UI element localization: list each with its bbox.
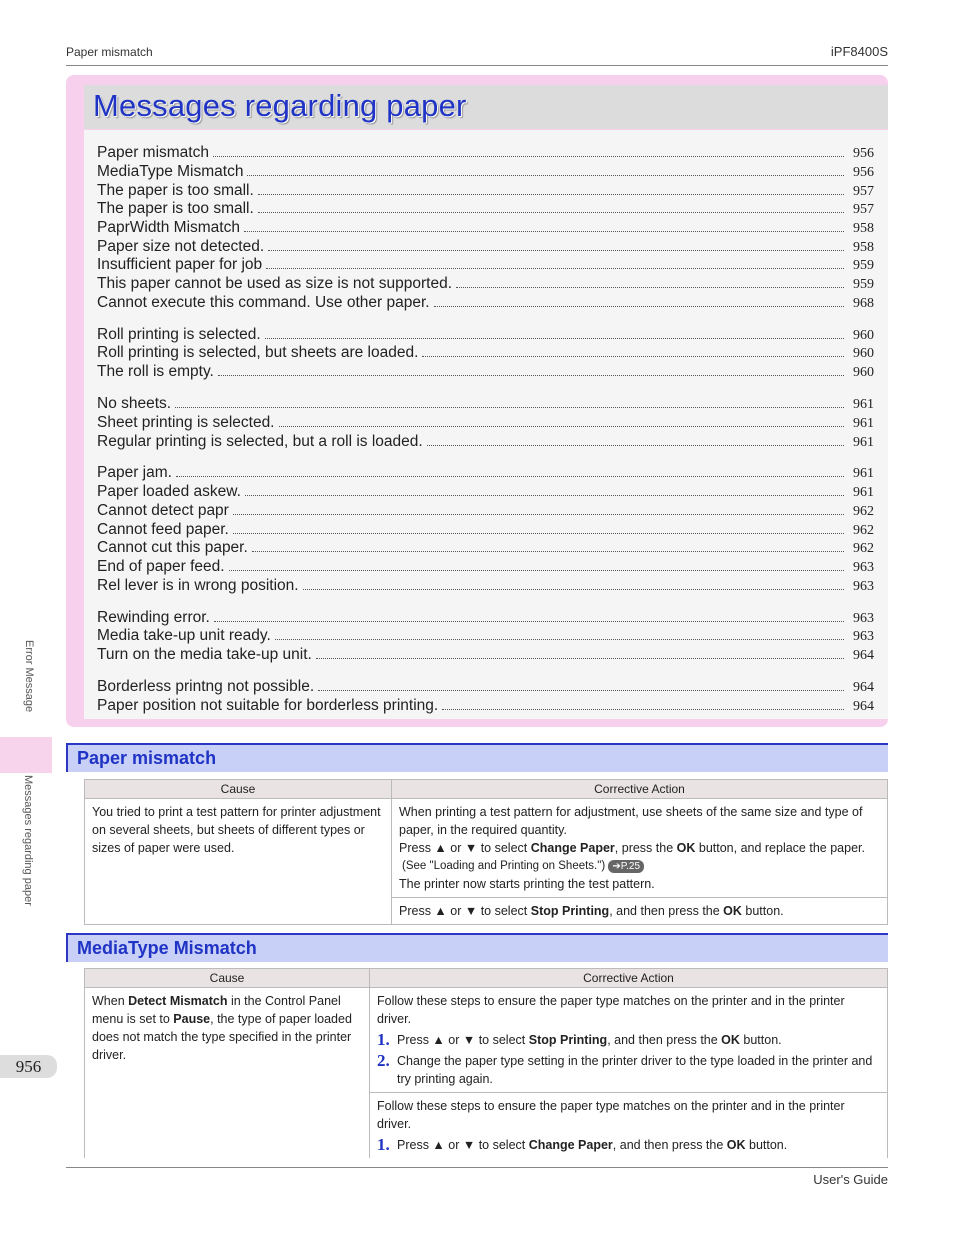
toc-entry-page: 961 — [853, 416, 874, 431]
toc-leader-dots — [316, 658, 844, 659]
step-text: Change the paper type setting in the printer driver to the type loaded in the printer and try printing again. — [397, 1054, 873, 1086]
toc-leader-dots — [214, 621, 844, 622]
paper-mismatch-table — [84, 779, 888, 925]
toc-entry[interactable] — [97, 199, 874, 218]
see-also: (See "Loading and Printing on Sheets.") ➔P.25 — [399, 857, 880, 875]
action-text: Press ▲ or ▼ to select Stop Printing, and then press the OK button. — [399, 904, 784, 918]
action-cell — [392, 898, 888, 925]
toc-entry-page: 963 — [853, 560, 874, 575]
toc-entry-page: 960 — [853, 365, 874, 380]
action-cell — [370, 988, 888, 1093]
column-header-cause: Cause — [85, 969, 370, 988]
toc-entry-label: This paper cannot be used as size is not supported. — [97, 275, 452, 292]
action-cell — [392, 799, 888, 898]
action-cell — [370, 1093, 888, 1159]
toc-entry[interactable] — [97, 394, 874, 413]
toc-entry-label: Regular printing is selected, but a roll is loaded. — [97, 433, 423, 450]
toc-leader-dots — [275, 639, 844, 640]
toc-leader-dots — [245, 495, 844, 496]
toc-leader-dots — [456, 287, 844, 288]
toc-entry-page: 963 — [853, 629, 874, 644]
action-text: The printer now starts printing the test pattern. — [399, 877, 655, 891]
toc-leader-dots — [213, 156, 844, 157]
toc-entry-label: Roll printing is selected. — [97, 326, 261, 343]
toc-leader-dots — [268, 250, 844, 251]
toc-entry-label: Paper mismatch — [97, 144, 209, 161]
toc-entry-page: 964 — [853, 648, 874, 663]
toc-entry-label: Paper size not detected. — [97, 238, 265, 255]
step-2 — [377, 1052, 880, 1088]
toc-entry[interactable] — [97, 696, 874, 715]
step-number: 1. — [377, 1030, 390, 1049]
toc-entry-label: Turn on the media take-up unit. — [97, 646, 312, 663]
toc-leader-dots — [258, 212, 844, 213]
running-header-section: Paper mismatch — [66, 45, 153, 59]
toc-entry-label: PaprWidth Mismatch — [97, 219, 240, 236]
toc-entry-page: 962 — [853, 541, 874, 556]
toc-entry[interactable] — [97, 645, 874, 664]
toc-entry[interactable] — [97, 343, 874, 362]
toc-entry[interactable] — [97, 432, 874, 451]
toc-leader-dots — [434, 306, 844, 307]
toc-entry-label: Rewinding error. — [97, 609, 210, 626]
toc-entry-page: 957 — [853, 184, 874, 199]
toc-entry-page: 963 — [853, 611, 874, 626]
toc-entry[interactable] — [97, 520, 874, 539]
toc-leader-dots — [175, 407, 844, 408]
step-1: 1. Press ▲ or ▼ to select Change Paper, and then press the OK button. — [377, 1135, 788, 1154]
toc-entry-label: Sheet printing is selected. — [97, 414, 275, 431]
toc-entry-page: 959 — [853, 258, 874, 273]
toc-entry-label: Cannot feed paper. — [97, 521, 229, 538]
column-header-action: Corrective Action — [370, 969, 888, 988]
toc-entry[interactable] — [97, 255, 874, 274]
toc-leader-dots — [258, 194, 844, 195]
step-number: 1. — [377, 1135, 390, 1154]
toc-entry-label: The roll is empty. — [97, 363, 214, 380]
toc-leader-dots — [266, 268, 844, 269]
toc-entry[interactable] — [97, 557, 874, 576]
toc-entry-page: 956 — [853, 165, 874, 180]
toc-leader-dots — [244, 231, 844, 232]
toc-entry-page: 960 — [853, 346, 874, 361]
action-text: Follow these steps to ensure the paper type matches on the printer and in the printer driver. — [377, 1099, 845, 1131]
toc-leader-dots — [279, 426, 845, 427]
section-heading-mediatype-mismatch — [66, 933, 888, 962]
toc-entry-label: Cannot cut this paper. — [97, 539, 248, 556]
cause-cell: You tried to print a test pattern for printer adjustment on several sheets, but sheets of different types or sizes of paper were used. — [85, 799, 392, 925]
toc-entry[interactable] — [97, 538, 874, 557]
toc-entry-page: 958 — [853, 240, 874, 255]
toc-entry-page: 957 — [853, 202, 874, 217]
toc-entry[interactable] — [97, 274, 874, 293]
side-tab-marker — [0, 737, 52, 773]
toc-entry-label: Insufficient paper for job — [97, 256, 263, 273]
cause-cell: When Detect Mismatch in the Control Panel menu is set to Pause, the type of paper loaded does not match the type specified in the printer driver. — [85, 988, 370, 1159]
toc-leader-dots — [265, 338, 844, 339]
step-1: 1. Press ▲ or ▼ to select Stop Printing, and then press the OK button. — [377, 1030, 782, 1049]
toc-leader-dots — [229, 570, 844, 571]
toc-leader-dots — [427, 445, 844, 446]
section-heading-text: MediaType Mismatch — [77, 938, 257, 958]
toc-entry-page: 959 — [853, 277, 874, 292]
toc-entry-page: 968 — [853, 296, 874, 311]
toc-leader-dots — [233, 533, 844, 534]
toc-entry[interactable] — [97, 218, 874, 237]
toc-entry-label: Cannot execute this command. Use other paper. — [97, 294, 430, 311]
toc-entry[interactable] — [97, 143, 874, 162]
toc-leader-dots — [218, 375, 844, 376]
toc-entry-label: The paper is too small. — [97, 200, 254, 217]
toc-entry-label: Paper position not suitable for borderless printing. — [97, 697, 439, 714]
column-header-action: Corrective Action — [392, 780, 888, 799]
action-text: Press ▲ or ▼ to select Change Paper, press the OK button, and replace the paper. — [399, 841, 865, 855]
action-text: Follow these steps to ensure the paper type matches on the printer and in the printer driver. — [377, 994, 845, 1026]
toc-entry-page: 963 — [853, 579, 874, 594]
toc-entry-page: 962 — [853, 504, 874, 519]
toc-entry[interactable] — [97, 293, 874, 312]
toc-entry[interactable] — [97, 237, 874, 256]
toc-entry[interactable] — [97, 482, 874, 501]
footer-title: User's Guide — [813, 1172, 888, 1187]
toc-entry-page: 961 — [853, 466, 874, 481]
toc-entry-page: 961 — [853, 485, 874, 500]
toc-entry-page: 964 — [853, 680, 874, 695]
mediatype-mismatch-table — [84, 968, 888, 1158]
toc-entry[interactable] — [97, 325, 874, 344]
toc-entry[interactable] — [97, 626, 874, 645]
toc-leader-dots — [303, 589, 844, 590]
toc-entry[interactable] — [97, 576, 874, 595]
toc-entry[interactable] — [97, 162, 874, 181]
toc-entry[interactable] — [97, 181, 874, 200]
toc-leader-dots — [233, 514, 844, 515]
toc-entry[interactable] — [97, 463, 874, 482]
toc-leader-dots — [422, 356, 844, 357]
toc-entry-label: The paper is too small. — [97, 182, 254, 199]
toc-entry-page: 962 — [853, 523, 874, 538]
section-heading-text: Paper mismatch — [77, 748, 217, 768]
toc-leader-dots — [318, 690, 844, 691]
toc-entry-label: Cannot detect papr — [97, 502, 229, 519]
page-title: Messages regarding paper — [93, 88, 467, 123]
toc-entry-label: End of paper feed. — [97, 558, 225, 575]
header-divider — [66, 65, 888, 66]
toc-entry-label: Rel lever is in wrong position. — [97, 577, 299, 594]
page-number: 956 — [0, 1055, 57, 1078]
toc-entry-page: 964 — [853, 699, 874, 714]
toc-leader-dots — [176, 476, 844, 477]
toc-entry-page: 961 — [853, 435, 874, 450]
toc-entry-label: Media take-up unit ready. — [97, 627, 271, 644]
column-header-cause: Cause — [85, 780, 392, 799]
step-number: 2. — [377, 1051, 390, 1070]
toc-entry-label: MediaType Mismatch — [97, 163, 244, 180]
side-tab-section[interactable]: Messages regarding paper — [22, 775, 34, 906]
toc-leader-dots — [247, 175, 844, 176]
toc-entry[interactable] — [97, 362, 874, 381]
action-text: When printing a test pattern for adjustment, use sheets of the same size and type of paper, in the required quantity. — [399, 805, 863, 837]
toc-leader-dots — [252, 551, 844, 552]
toc-entry-page: 958 — [853, 221, 874, 236]
toc-entry[interactable] — [97, 501, 874, 520]
toc-entry-page: 961 — [853, 397, 874, 412]
footer-divider — [66, 1167, 888, 1168]
toc-leader-dots — [442, 709, 844, 710]
toc-entry[interactable] — [97, 608, 874, 627]
toc-entry-label: Borderless printng not possible. — [97, 678, 315, 695]
page-reference-link[interactable]: ➔P.25 — [608, 860, 644, 873]
toc-entry-label: No sheets. — [97, 395, 172, 412]
toc-entry-label: Roll printing is selected, but sheets are loaded. — [97, 344, 419, 361]
toc-entry-label: Paper loaded askew. — [97, 483, 241, 500]
toc-entry-page: 960 — [853, 328, 874, 343]
toc-entry-label: Paper jam. — [97, 464, 172, 481]
toc-entry[interactable] — [97, 413, 874, 432]
toc-entry-page: 956 — [853, 146, 874, 161]
running-header-model: iPF8400S — [830, 44, 888, 59]
section-heading-paper-mismatch — [66, 743, 888, 772]
toc-entry[interactable] — [97, 677, 874, 696]
side-tab-chapter[interactable]: Error Message — [23, 640, 35, 713]
